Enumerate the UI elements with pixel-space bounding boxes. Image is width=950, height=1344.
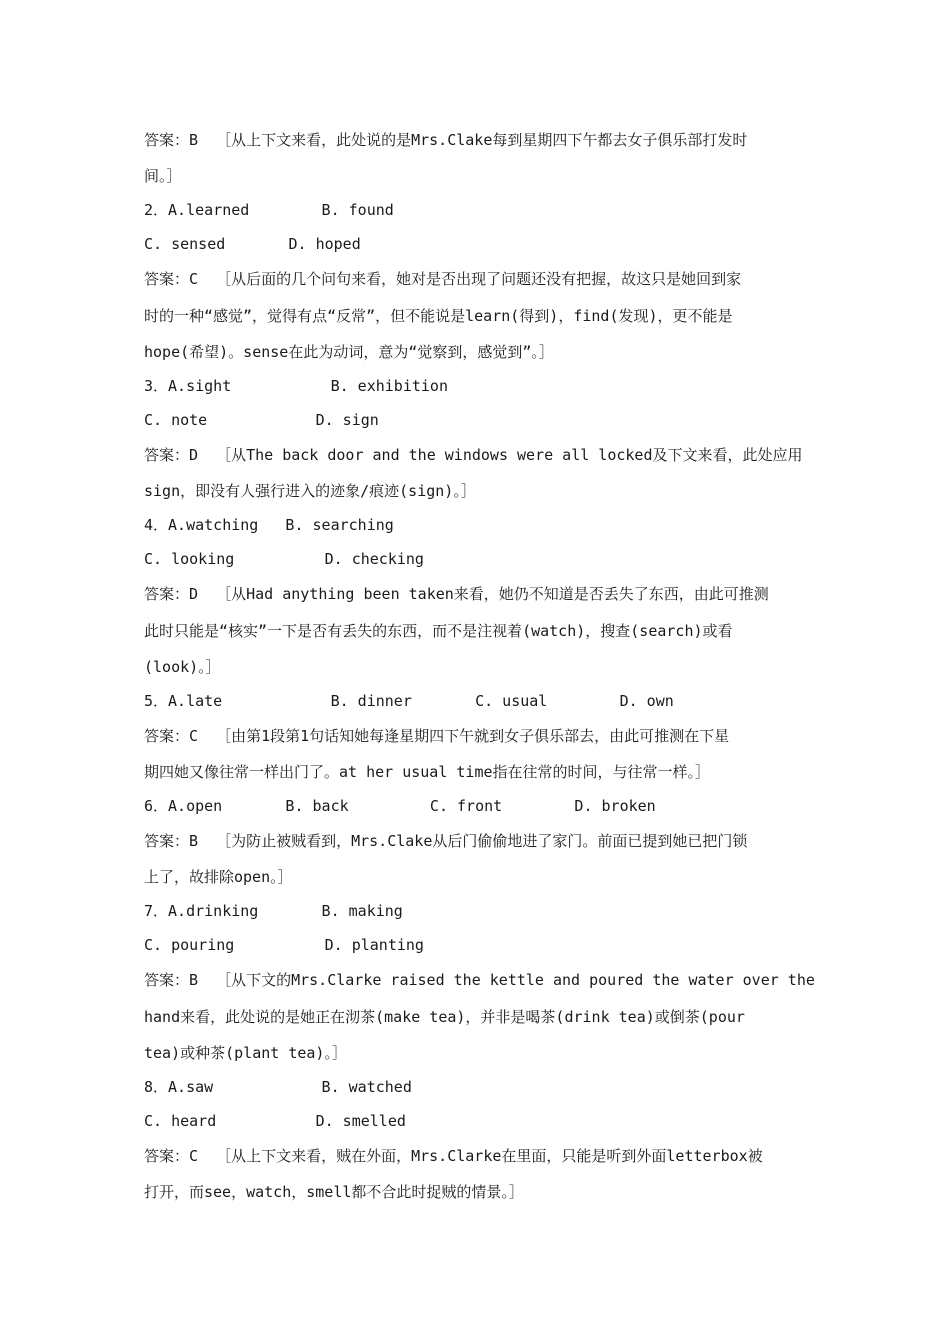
option-line: C. pouring D. planting	[144, 936, 424, 954]
option-line: 6．A.open B. back C. front D. broken	[144, 797, 656, 815]
question-7	[144, 894, 815, 1070]
answer-line: (look)。］	[144, 658, 221, 676]
question-5	[144, 684, 808, 789]
question-8	[144, 1070, 808, 1209]
answer-line: 答案：C ［从上下文来看，贼在外面，Mrs.Clarke在里面，只能是听到外面letterbox被	[144, 1147, 763, 1165]
answer-line: 打开，而see，watch，smell都不合此时捉贼的情景。］	[144, 1183, 524, 1201]
answer-line: 答案：B ［从上下文来看，此处说的是Mrs.Clake每到星期四下午都去女子俱乐部打发时	[144, 131, 748, 149]
option-line: 4．A.watching B. searching	[144, 516, 394, 534]
answer-line: 答案：D ［从The back door and the windows were all locked及下文来看，此处应用	[144, 446, 803, 464]
option-line: 3．A.sight B. exhibition	[144, 377, 448, 395]
answer-line: 间。］	[144, 167, 182, 185]
answer-line: 答案：C ［由第1段第1句话知她每逢星期四下午就到女子俱乐部去，由此可推测在下星	[144, 727, 730, 745]
answer-line: sign，即没有人强行进入的迹象/痕迹(sign)。］	[144, 482, 476, 500]
answer-line: 答案：D ［从Had anything been taken来看，她仍不知道是否丢失了东西，由此可推测	[144, 585, 769, 603]
option-line: C. sensed D. hoped	[144, 235, 361, 253]
option-line: C. heard D. smelled	[144, 1112, 406, 1130]
answer-sheet	[144, 122, 815, 1209]
question-6	[144, 789, 808, 894]
option-line: 5．A.late B. dinner C. usual D. own	[144, 692, 674, 710]
option-line: 2．A.learned B. found	[144, 201, 394, 219]
answer-line: tea)或种茶(plant tea)。］	[144, 1044, 347, 1062]
answer-line: hope(希望)。sense在此为动词，意为“觉察到，感觉到”。］	[144, 343, 554, 361]
question-2	[144, 193, 808, 369]
answer-line: hand来看，此处说的是她正在沏茶(make tea)，并非是喝茶(drink tea)或倒茶(pour	[144, 1008, 745, 1026]
question-1	[144, 122, 808, 193]
answer-line: 答案：B ［为防止被贼看到，Mrs.Clake从后门偷偷地进了家门。前面已提到她已把门锁	[144, 832, 748, 850]
option-line: C. looking D. checking	[144, 550, 424, 568]
answer-line: 时的一种“感觉”，觉得有点“反常”，但不能说是learn(得到)，find(发现)，更不能是	[144, 307, 733, 325]
answer-line: 期四她又像往常一样出门了。at her usual time指在往常的时间，与往常一样。］	[144, 763, 711, 781]
answer-line: 答案：B ［从下文的Mrs.Clarke raised the kettle and poured the water over the	[144, 971, 815, 989]
answer-line: 答案：C ［从后面的几个问句来看，她对是否出现了问题还没有把握，故这只是她回到家	[144, 270, 742, 288]
question-3	[144, 369, 808, 508]
answer-line: 上了，故排除open。］	[144, 868, 293, 886]
question-4	[144, 508, 808, 684]
option-line: C. note D. sign	[144, 411, 379, 429]
option-line: 7．A.drinking B. making	[144, 902, 403, 920]
option-line: 8．A.saw B. watched	[144, 1078, 412, 1096]
answer-line: 此时只能是“核实”一下是否有丢失的东西，而不是注视着(watch)，搜查(search)或看	[144, 622, 733, 640]
